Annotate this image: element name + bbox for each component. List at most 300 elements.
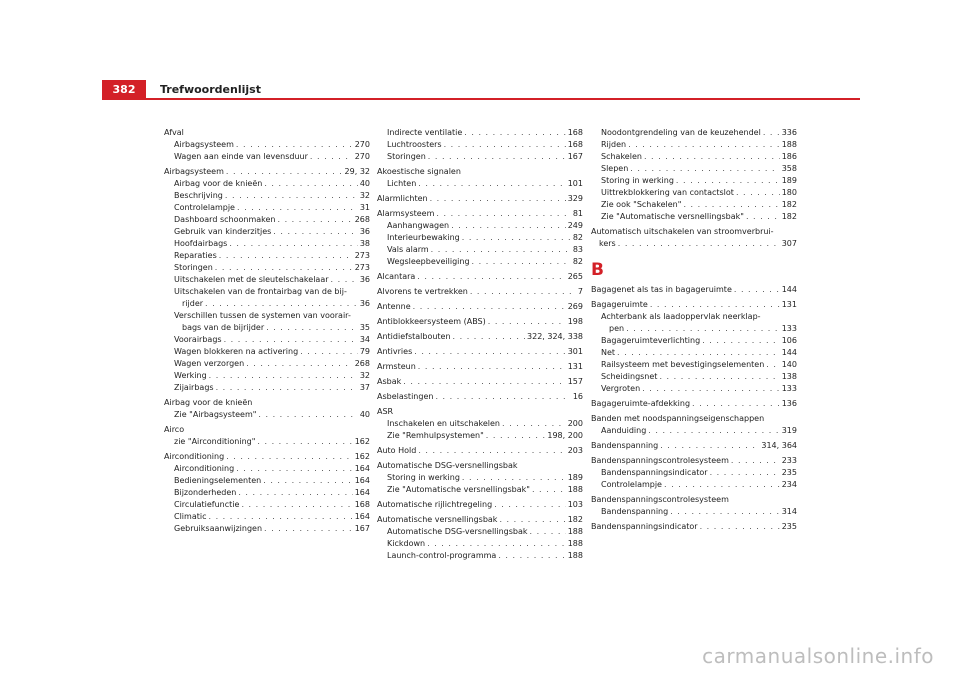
index-term: Uitschakelen met de sleutelschakelaar: [174, 275, 329, 284]
dot-leader: [494, 499, 566, 511]
index-term: Automatisch uitschakelen van stroomverbrui-: [591, 227, 774, 236]
page-reference: 36: [359, 227, 370, 236]
index-entry: [164, 151, 370, 163]
dot-leader: [650, 299, 780, 311]
page-reference: 234: [781, 480, 797, 489]
index-entry: [377, 271, 583, 283]
page-reference: 268: [354, 359, 370, 368]
index-entry: [164, 409, 370, 421]
dot-leader: [444, 139, 566, 151]
index-entry: [164, 166, 370, 178]
dot-leader: [676, 175, 780, 187]
dot-leader: [236, 139, 353, 151]
index-entry: [591, 139, 797, 151]
index-term: Launch-control-programma: [387, 551, 497, 560]
index-entry: [164, 262, 370, 274]
page-reference: 133: [781, 384, 797, 393]
dot-leader: [241, 499, 352, 511]
index-entry: [164, 424, 370, 436]
index-entry: [164, 511, 370, 523]
page-reference: 322, 324, 338: [527, 332, 583, 341]
page-reference: 182: [781, 212, 797, 221]
index-entry: [377, 472, 583, 484]
index-entry: [377, 526, 583, 538]
dot-leader: [644, 151, 780, 163]
dot-leader: [236, 463, 353, 475]
page-reference: 131: [781, 300, 797, 309]
index-term: Uittrekblokkering van contactslot: [601, 188, 734, 197]
index-entry: [377, 301, 583, 313]
header-divider: [102, 98, 860, 100]
index-term: Lichten: [387, 179, 417, 188]
index-entry: [164, 298, 370, 310]
index-column-1: [164, 127, 370, 535]
page-reference: 40: [359, 410, 370, 419]
page-reference: 336: [781, 128, 797, 137]
index-entry: [164, 139, 370, 151]
dot-leader: [264, 178, 357, 190]
index-entry: [164, 370, 370, 382]
dot-leader: [499, 514, 565, 526]
index-entry: [164, 226, 370, 238]
index-term: Bedieningselementen: [174, 476, 262, 485]
index-entry: [377, 460, 583, 472]
index-term: Bandenspanning: [601, 507, 669, 516]
index-entry: [591, 226, 797, 238]
index-term: Zie "Automatische versnellingsbak": [387, 485, 530, 494]
page-reference: 133: [781, 324, 797, 333]
index-entry: [377, 550, 583, 562]
index-entry: [164, 397, 370, 409]
page-reference: 188: [781, 140, 797, 149]
index-entry: [164, 178, 370, 190]
index-term: Noodontgrendeling van de keuzehendel: [601, 128, 761, 137]
index-entry: [591, 440, 797, 452]
page-reference: 157: [567, 377, 583, 386]
dot-leader: [700, 521, 780, 533]
index-term: Aanhangwagen: [387, 221, 450, 230]
index-entry: [377, 376, 583, 388]
dot-leader: [763, 127, 780, 139]
index-term: Alcantara: [377, 272, 416, 281]
index-entry: [164, 310, 370, 322]
dot-leader: [498, 550, 565, 562]
dot-leader: [462, 232, 571, 244]
index-term: Slepen: [601, 164, 629, 173]
dot-leader: [219, 250, 353, 262]
index-entry: [377, 445, 583, 457]
dot-leader: [683, 199, 779, 211]
dot-leader: [731, 455, 780, 467]
index-term: Bandenspanningscontrolesysteem: [591, 495, 729, 504]
index-entry: [377, 430, 583, 442]
index-term: Antiblokkeersysteem (ABS): [377, 317, 486, 326]
index-entry: [591, 347, 797, 359]
dot-leader: [692, 398, 780, 410]
watermark: carmanualsonline.info: [702, 644, 934, 668]
page-title: Trefwoordenlijst: [160, 83, 261, 96]
page-header: [102, 80, 860, 100]
index-entry: [377, 346, 583, 358]
dot-leader: [216, 382, 358, 394]
page-reference: 32: [359, 191, 370, 200]
dot-leader: [453, 331, 525, 343]
dot-leader: [263, 475, 352, 487]
index-term: Storing in werking: [601, 176, 674, 185]
page-reference: 138: [781, 372, 797, 381]
dot-leader: [224, 334, 358, 346]
dot-leader: [208, 511, 352, 523]
page-reference: 265: [567, 272, 583, 281]
dot-leader: [413, 301, 566, 313]
dot-leader: [257, 436, 352, 448]
index-term: Wagen verzorgen: [174, 359, 245, 368]
dot-leader: [670, 506, 780, 518]
page-reference: 198, 200: [547, 431, 583, 440]
index-term: Aanduiding: [601, 426, 647, 435]
index-entry: [164, 523, 370, 535]
index-term: Wagen blokkeren na activering: [174, 347, 299, 356]
dot-leader: [229, 238, 357, 250]
page-reference: 168: [567, 140, 583, 149]
index-term: rijder: [182, 299, 204, 308]
index-term: Storingen: [387, 152, 426, 161]
index-term: pen: [609, 324, 625, 333]
index-term: Wegsleepbeveiliging: [387, 257, 470, 266]
index-term: Rijden: [601, 140, 627, 149]
index-column-3: [591, 127, 797, 533]
index-entry: [591, 127, 797, 139]
page-reference: 270: [354, 152, 370, 161]
index-entry: [377, 418, 583, 430]
index-entry: [164, 382, 370, 394]
page-reference: 273: [354, 263, 370, 272]
page-reference: 188: [567, 551, 583, 560]
index-term: Dashboard schoonmaken: [174, 215, 276, 224]
page-reference: 36: [359, 299, 370, 308]
dot-leader: [430, 193, 566, 205]
index-term: Bandenspanning: [591, 441, 659, 450]
dot-leader: [532, 484, 566, 496]
page-reference: 268: [354, 215, 370, 224]
index-entry: [377, 316, 583, 328]
index-entry: [377, 499, 583, 511]
page-reference: 37: [359, 383, 370, 392]
page-reference: 203: [567, 446, 583, 455]
index-entry: [591, 413, 797, 425]
index-entry: [164, 346, 370, 358]
index-term: Vergroten: [601, 384, 641, 393]
index-term: Airconditioning: [174, 464, 235, 473]
dot-leader: [418, 445, 565, 457]
index-entry: [164, 499, 370, 511]
page-reference: 307: [781, 239, 797, 248]
index-term: Alarmlichten: [377, 194, 428, 203]
index-column-2: [377, 127, 583, 562]
page-reference: 101: [567, 179, 583, 188]
dot-leader: [642, 383, 780, 395]
index-entry: [164, 202, 370, 214]
index-entry: [591, 455, 797, 467]
index-term: Reparaties: [174, 251, 217, 260]
dot-leader: [246, 358, 353, 370]
index-entry: [377, 331, 583, 343]
index-term: Wagen aan einde van levensduur: [174, 152, 308, 161]
page-reference: 79: [359, 347, 370, 356]
index-entry: [164, 250, 370, 262]
dot-leader: [746, 211, 780, 223]
index-term: Zie ook "Schakelen": [601, 200, 682, 209]
dot-leader: [435, 391, 570, 403]
page-reference: 31: [359, 203, 370, 212]
page-reference: 38: [359, 239, 370, 248]
dot-leader: [418, 178, 565, 190]
index-term: Gebruik van kinderzitjes: [174, 227, 272, 236]
index-entry: [591, 211, 797, 223]
index-entry: [377, 127, 583, 139]
page-reference: 273: [354, 251, 370, 260]
dot-leader: [310, 151, 353, 163]
page-reference: 164: [354, 476, 370, 485]
page-reference: 188: [567, 539, 583, 548]
page-reference: 168: [567, 128, 583, 137]
dot-leader: [266, 322, 358, 334]
index-term: Inschakelen en uitschakelen: [387, 419, 500, 428]
index-term: Controlelampje: [601, 480, 662, 489]
page-reference: 188: [567, 527, 583, 536]
dot-leader: [628, 139, 780, 151]
index-entry: [591, 187, 797, 199]
index-entry: [591, 323, 797, 335]
dot-leader: [300, 346, 358, 358]
page-number: 382: [102, 80, 146, 99]
page-reference: 314: [781, 507, 797, 516]
index-entry: [377, 514, 583, 526]
dot-leader: [215, 262, 353, 274]
page-reference: 81: [572, 209, 583, 218]
index-term: Scheidingsnet: [601, 372, 658, 381]
index-term: Airbag voor de knieën: [164, 398, 253, 407]
index-entry: [591, 311, 797, 323]
index-term: Alvorens te vertrekken: [377, 287, 468, 296]
page-reference: 144: [781, 285, 797, 294]
page-reference: 249: [567, 221, 583, 230]
dot-leader: [648, 425, 779, 437]
dot-leader: [417, 271, 565, 283]
index-term: Bandenspanningscontrolesysteem: [591, 456, 729, 465]
index-term: Bagagenet als tas in bagageruimte: [591, 285, 732, 294]
dot-leader: [660, 440, 759, 452]
index-entry: [591, 425, 797, 437]
page-reference: 136: [781, 399, 797, 408]
index-term: Gebruiksaanwijzingen: [174, 524, 263, 533]
dot-leader: [237, 202, 358, 214]
page-reference: 167: [567, 152, 583, 161]
index-entry: [591, 359, 797, 371]
index-term: Automatische DSG-versnellingsbak: [387, 527, 528, 536]
index-term: Afval: [164, 128, 184, 137]
dot-leader: [464, 127, 565, 139]
dot-leader: [710, 467, 780, 479]
dot-leader: [659, 371, 779, 383]
index-term: Interieurbewaking: [387, 233, 460, 242]
index-term: Armsteun: [377, 362, 416, 371]
index-term: Net: [601, 348, 616, 357]
index-entry: [164, 475, 370, 487]
index-entry: [377, 244, 583, 256]
dot-leader: [403, 376, 565, 388]
index-entry: [164, 334, 370, 346]
page-reference: 329: [567, 194, 583, 203]
dot-leader: [617, 347, 780, 359]
index-entry: [591, 199, 797, 211]
index-term: ASR: [377, 407, 394, 416]
index-entry: [377, 208, 583, 220]
index-entry: [377, 178, 583, 190]
index-entry: [377, 232, 583, 244]
index-entry: [591, 467, 797, 479]
index-term: Bagageruimte-afdekking: [591, 399, 691, 408]
index-entry: [164, 322, 370, 334]
index-term: Kickdown: [387, 539, 426, 548]
index-term: Akoestische signalen: [377, 167, 461, 176]
dot-leader: [766, 359, 779, 371]
index-entry: [591, 383, 797, 395]
index-entry: [377, 391, 583, 403]
page-reference: 182: [781, 200, 797, 209]
index-entry: [164, 274, 370, 286]
index-entry: [377, 538, 583, 550]
page-reference: 319: [781, 426, 797, 435]
index-entry: [591, 284, 797, 296]
index-entry: [164, 190, 370, 202]
page-reference: 358: [781, 164, 797, 173]
section-letter: B: [591, 260, 604, 280]
dot-leader: [488, 316, 566, 328]
page-reference: 16: [572, 392, 583, 401]
dot-leader: [418, 361, 566, 373]
index-entry: [377, 286, 583, 298]
page-reference: 167: [354, 524, 370, 533]
page-reference: 301: [567, 347, 583, 356]
index-entry: [164, 451, 370, 463]
index-entry: [377, 484, 583, 496]
page-reference: 180: [781, 188, 797, 197]
index-term: Indirecte ventilatie: [387, 128, 463, 137]
index-entry: [164, 214, 370, 226]
index-term: Verschillen tussen de systemen van voorair-: [174, 311, 351, 320]
dot-leader: [436, 208, 570, 220]
page-reference: 106: [781, 336, 797, 345]
dot-leader: [331, 274, 358, 286]
index-entry: [591, 238, 797, 250]
index-term: Circulatiefunctie: [174, 500, 240, 509]
index-term: Climatic: [174, 512, 207, 521]
page-reference: 164: [354, 512, 370, 521]
dot-leader: [264, 523, 353, 535]
page-reference: 270: [354, 140, 370, 149]
page-reference: 189: [781, 176, 797, 185]
index-entry: [591, 335, 797, 347]
page-reference: 233: [781, 456, 797, 465]
dot-leader: [664, 479, 780, 491]
index-entry: [591, 494, 797, 506]
dot-leader: [427, 538, 566, 550]
index-entry: [164, 286, 370, 298]
index-entry: [164, 463, 370, 475]
dot-leader: [618, 238, 780, 250]
page-reference: 131: [567, 362, 583, 371]
page-reference: 235: [781, 522, 797, 531]
dot-leader: [530, 526, 566, 538]
index-entry: [164, 436, 370, 448]
index-entry: [377, 166, 583, 178]
index-term: Vals alarm: [387, 245, 429, 254]
index-entry: [591, 521, 797, 533]
page-reference: 144: [781, 348, 797, 357]
page-reference: 82: [572, 233, 583, 242]
page-reference: 164: [354, 488, 370, 497]
index-term: Airbag voor de knieën: [174, 179, 263, 188]
index-term: Achterbank als laadoppervlak neerklap-: [601, 312, 761, 321]
dot-leader: [502, 418, 566, 430]
page-reference: 7: [577, 287, 583, 296]
index-term: Automatische versnellingsbak: [377, 515, 498, 524]
page-reference: 29, 32: [344, 167, 370, 176]
dot-leader: [626, 323, 780, 335]
page-reference: 82: [572, 257, 583, 266]
index-term: Asbak: [377, 377, 402, 386]
dot-leader: [209, 370, 358, 382]
dot-leader: [736, 187, 780, 199]
index-term: zie "Airconditioning": [174, 437, 256, 446]
index-term: Airconditioning: [164, 452, 225, 461]
index-term: Bagageruimte: [591, 300, 648, 309]
dot-leader: [258, 409, 357, 421]
page-reference: 162: [354, 452, 370, 461]
index-entry: [164, 238, 370, 250]
page-reference: 200: [567, 419, 583, 428]
page-reference: 36: [359, 275, 370, 284]
dot-leader: [630, 163, 779, 175]
index-term: Controlelampje: [174, 203, 235, 212]
index-term: Bagageruimteverlichting: [601, 336, 701, 345]
index-term: kers: [599, 239, 616, 248]
index-term: Bijzonderheden: [174, 488, 237, 497]
dot-leader: [226, 451, 353, 463]
index-entry: [164, 127, 370, 139]
page-reference: 168: [354, 500, 370, 509]
dot-leader: [462, 472, 566, 484]
index-entry: [377, 256, 583, 268]
index-term: Werking: [174, 371, 207, 380]
index-entry: [164, 487, 370, 499]
index-entry: [377, 139, 583, 151]
index-term: Voorairbags: [174, 335, 222, 344]
page-reference: 35: [359, 323, 370, 332]
index-entry: [591, 398, 797, 410]
index-entry: [377, 361, 583, 373]
dot-leader: [414, 346, 565, 358]
index-entry: [591, 506, 797, 518]
index-term: Storingen: [174, 263, 213, 272]
dot-leader: [205, 298, 358, 310]
page-reference: 182: [567, 515, 583, 524]
index-entry: [591, 151, 797, 163]
index-term: Antidiefstalbouten: [377, 332, 451, 341]
dot-leader: [431, 244, 571, 256]
index-term: Airbagsysteem: [164, 167, 224, 176]
